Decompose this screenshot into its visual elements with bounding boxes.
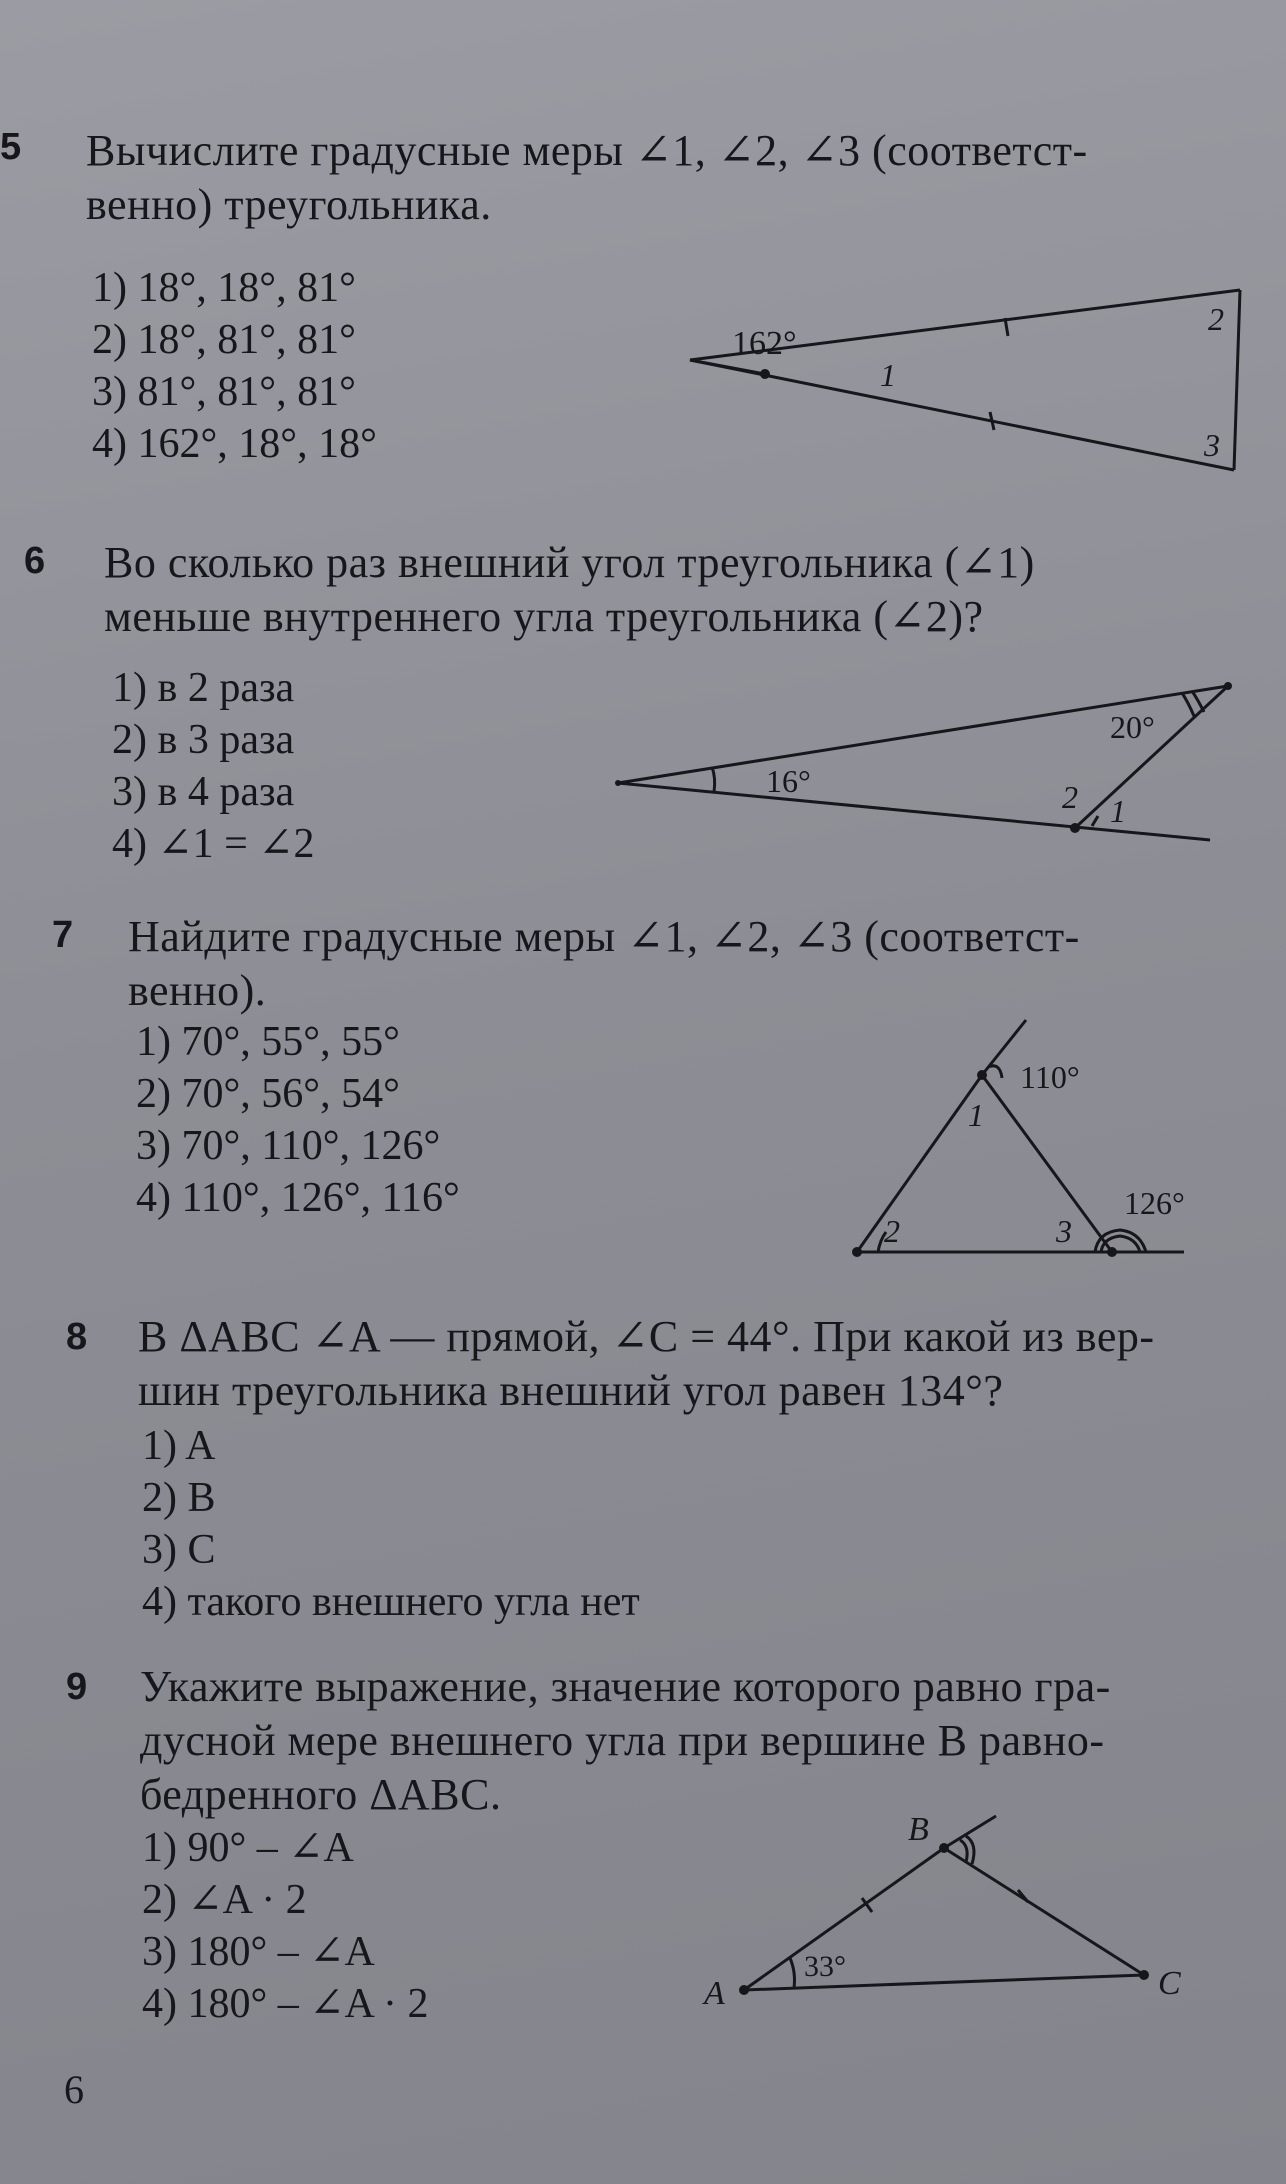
answer-option: 4) 110°, 126°, 116° bbox=[136, 1175, 460, 1221]
angle-label: 1 bbox=[1110, 793, 1126, 829]
vertex-label-a: A bbox=[704, 1975, 725, 2012]
problem-number: 7 bbox=[52, 914, 74, 956]
page-number: 6 bbox=[64, 2067, 84, 2112]
answer-option: 2) 18°, 81°, 81° bbox=[92, 317, 356, 363]
angle-label: 16° bbox=[766, 763, 811, 799]
answer-option: 1) 70°, 55°, 55° bbox=[136, 1019, 400, 1065]
question-line: В ΔABC ∠A — прямой, ∠C = 44°. При какой из вер- bbox=[138, 1312, 1155, 1361]
angle-label: 1 bbox=[968, 1097, 984, 1133]
angle-label: 3 bbox=[1204, 427, 1220, 463]
vertex-label-b: B bbox=[908, 1811, 929, 1848]
answer-option: 1) 18°, 18°, 81° bbox=[92, 265, 356, 311]
angle-label: 3 bbox=[1056, 1213, 1072, 1249]
answer-option: 3) C bbox=[142, 1527, 216, 1573]
question-line: меньше внутреннего угла треугольника (∠2)? bbox=[104, 592, 984, 641]
answer-option: 2) B bbox=[142, 1475, 216, 1521]
answer-option: 3) в 4 раза bbox=[112, 769, 295, 815]
angle-label: 20° bbox=[1110, 709, 1155, 745]
question-line: Вычислите градусные меры ∠1, ∠2, ∠3 (соответст- bbox=[86, 126, 1088, 175]
answer-option: 4) такого внешнего угла нет bbox=[142, 1579, 640, 1625]
problem-number: 8 bbox=[66, 1316, 88, 1358]
answer-option: 1) A bbox=[142, 1423, 216, 1469]
answer-option: 2) 70°, 56°, 54° bbox=[136, 1071, 400, 1117]
answer-option: 3) 70°, 110°, 126° bbox=[136, 1123, 441, 1169]
question-line: венно) треугольника. bbox=[86, 180, 492, 229]
problem-number: 9 bbox=[66, 1666, 88, 1708]
question-line: Найдите градусные меры ∠1, ∠2, ∠3 (соответст- bbox=[128, 912, 1080, 961]
answer-option: 1) в 2 раза bbox=[112, 665, 295, 711]
angle-label: 33° bbox=[804, 1950, 846, 1983]
angle-label: 1 bbox=[880, 357, 896, 393]
question-line: дусной мере внешнего угла при вершине B равно- bbox=[140, 1716, 1105, 1765]
question-line: бедренного ΔABC. bbox=[140, 1770, 502, 1819]
answer-option: 1) 90° – ∠A bbox=[142, 1825, 354, 1871]
angle-label: 2 bbox=[884, 1213, 900, 1249]
answer-option: 4) 180° – ∠A · 2 bbox=[142, 1981, 429, 2027]
answer-option: 3) 180° – ∠A bbox=[142, 1929, 375, 1975]
angle-label: 2 bbox=[1062, 779, 1078, 815]
answer-option: 4) 162°, 18°, 18° bbox=[92, 421, 377, 467]
problem-number: 5 bbox=[0, 126, 22, 168]
answer-option: 2) ∠A · 2 bbox=[142, 1877, 307, 1923]
question-line: Во сколько раз внешний угол треугольника (∠1) bbox=[104, 538, 1035, 587]
problem-number: 6 bbox=[24, 540, 46, 582]
question-line: венно). bbox=[128, 966, 267, 1015]
question-line: Укажите выражение, значение которого равно гра- bbox=[140, 1662, 1111, 1711]
answer-option: 4) ∠1 = ∠2 bbox=[112, 821, 315, 867]
answer-option: 2) в 3 раза bbox=[112, 717, 295, 763]
angle-label: 110° bbox=[1020, 1059, 1080, 1095]
answer-option: 3) 81°, 81°, 81° bbox=[92, 369, 356, 415]
question-line: шин треугольника внешний угол равен 134°? bbox=[138, 1366, 1004, 1415]
angle-label: 126° bbox=[1124, 1185, 1185, 1221]
vertex-label-c: C bbox=[1158, 1965, 1181, 2002]
angle-label: 2 bbox=[1208, 301, 1224, 337]
angle-label: 162° bbox=[732, 325, 797, 362]
